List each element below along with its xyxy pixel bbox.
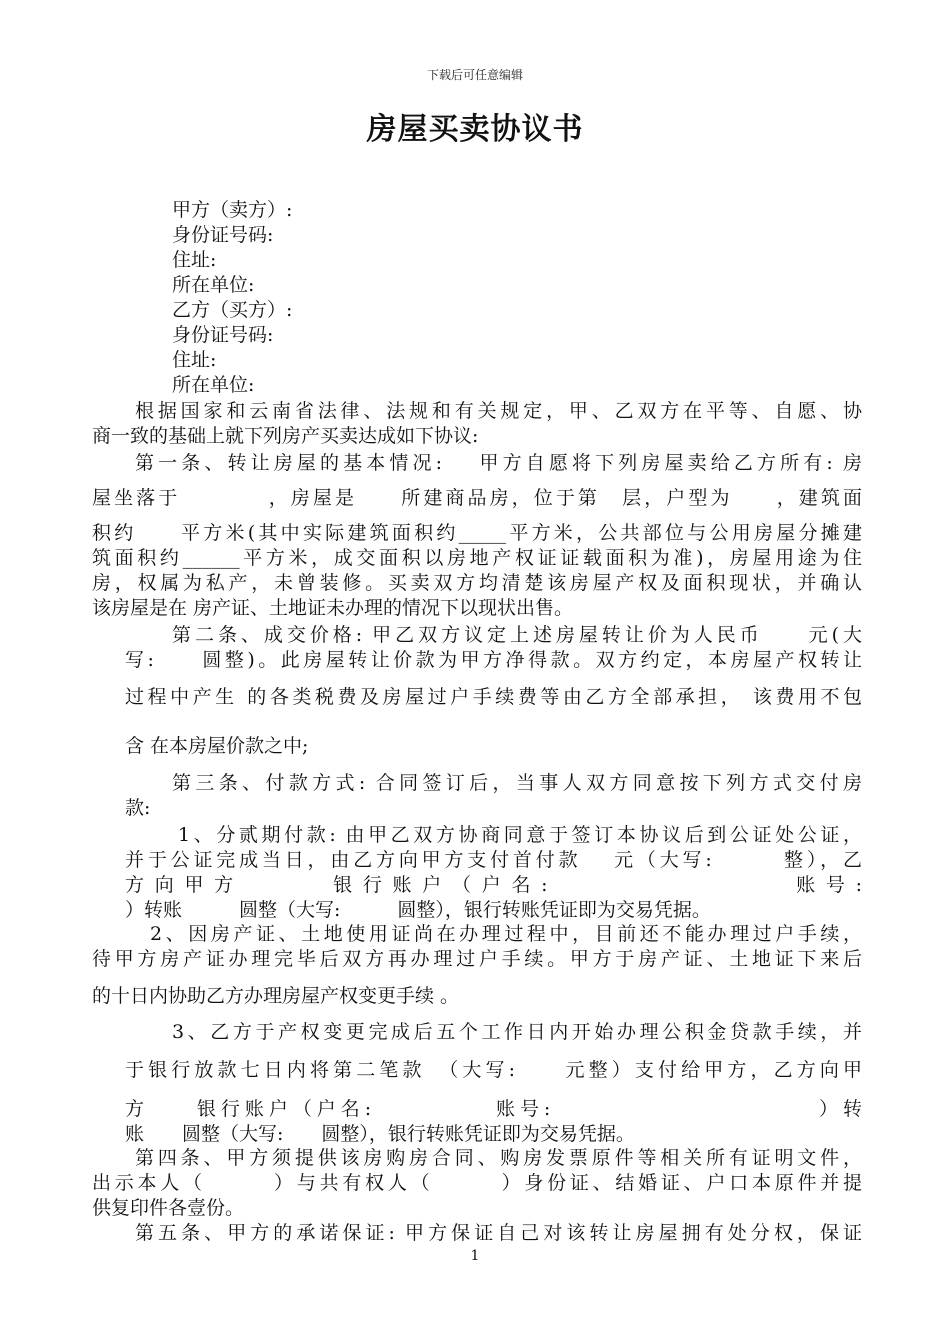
article-1-line: 屋坐落于 ，房屋是 所建商品房，位于第 层，户型为 ，建筑面 xyxy=(92,487,862,509)
payment-1-line: ）转账 圆整（大写: 圆整），银行转账凭证即为交易凭据。 xyxy=(125,899,711,921)
article-2-line: 含 在本房屋价款之中; xyxy=(125,735,309,757)
payment-2-line: 待甲方房产证办理完毕后双方再办理过户手续。甲方于房产证、土地证下来后 xyxy=(92,948,862,970)
payment-1-line: 并于公证完成当日，由乙方向甲方支付首付款 元（大写: 整），乙 xyxy=(125,849,862,871)
article-1-line: 第一条、转让房屋的基本情况: 甲方自愿将下列房屋卖给乙方所有: 房 xyxy=(135,452,862,474)
seller-id-label: 身份证号码: xyxy=(172,224,274,246)
payment-3-line: 于银行放款七日内将第二笔款 （大写: 元整）支付给甲方，乙方向甲 xyxy=(125,1059,862,1081)
article-3-line: 第三条、付款方式: 合同签订后，当事人双方同意按下列方式交付房 xyxy=(172,772,862,794)
preamble-line: 根据国家和云南省法律、法规和有关规定，甲、乙双方在平等、自愿、协 xyxy=(135,400,862,422)
article-2-line: 过程中产生 的各类税费及房屋过户手续费等由乙方全部承担， 该费用不包 xyxy=(125,686,862,708)
article-1-line: 房，权属为私产，未曾装修。买卖双方均清楚该房屋产权及面积现状，并确认 xyxy=(92,572,862,594)
article-2-line: 写: 圆整)。此房屋转让价款为甲方净得款。双方约定，本房屋产权转让 xyxy=(125,649,862,671)
article-3-line: 款: xyxy=(125,797,151,819)
document-title: 房屋买卖协议书 xyxy=(366,112,584,147)
payment-3-line: 账 圆整（大写: 圆整），银行转账凭证即为交易凭据。 xyxy=(125,1123,635,1145)
page-header: 下载后可任意编辑 xyxy=(426,68,523,82)
payment-1-line: 方向甲方 银行账户（户名: 账号: xyxy=(125,874,862,896)
article-4-line: 供复印件各壹份。 xyxy=(92,1197,245,1219)
payment-1-line: 1、分贰期付款: 由甲乙双方协商同意于签订本协议后到公证处公证， xyxy=(178,824,862,846)
seller-address-label: 住址: xyxy=(172,249,217,271)
buyer-employer-label: 所在单位: xyxy=(172,374,255,396)
page-number: 1 xyxy=(470,1248,480,1264)
article-4-line: 出示本人（ ）与共有权人（ ）身份证、结婚证、户口本原件并提 xyxy=(92,1172,862,1194)
article-1-line: 该房屋是在 房产证、土地证未办理的情况下以现状出售。 xyxy=(92,597,574,619)
payment-2-line: 2、因房产证、土地使用证尚在办理过程中，目前还不能办理过户手续， xyxy=(150,923,862,945)
payment-3-line: 3、乙方于产权变更完成后五个工作日内开始办理公积金贷款手续，并 xyxy=(172,1021,862,1043)
seller-label: 甲方（卖方）: xyxy=(172,199,293,221)
seller-employer-label: 所在单位: xyxy=(172,274,255,296)
buyer-id-label: 身份证号码: xyxy=(172,324,274,346)
buyer-label: 乙方（买方）: xyxy=(172,299,293,321)
payment-3-line: 方 银行账户（户名: 账号: ）转 xyxy=(125,1098,862,1120)
article-4-line: 第四条、甲方须提供该房购房合同、购房发票原件等相关所有证明文件， xyxy=(135,1147,862,1169)
payment-2-line: 的十日内协助乙方办理房屋产权变更手续 。 xyxy=(92,985,460,1007)
article-1-line: 积约 平方米(其中实际建筑面积约_____平方米，公共部位与公用房屋分摊建 xyxy=(92,522,862,544)
article-2-line: 第二条、成交价格: 甲乙双方议定上述房屋转让价为人民币 元(大 xyxy=(172,624,862,646)
preamble-line: 商一致的基础上就下列房产买卖达成如下协议: xyxy=(92,425,479,447)
article-1-line: 筑面积约______平方米，成交面积以房地产权证证载面积为准)，房屋用途为住 xyxy=(92,547,862,569)
article-5-line: 第五条、甲方的承诺保证: 甲方保证自己对该转让房屋拥有处分权，保证 xyxy=(135,1222,862,1244)
buyer-address-label: 住址: xyxy=(172,349,217,371)
